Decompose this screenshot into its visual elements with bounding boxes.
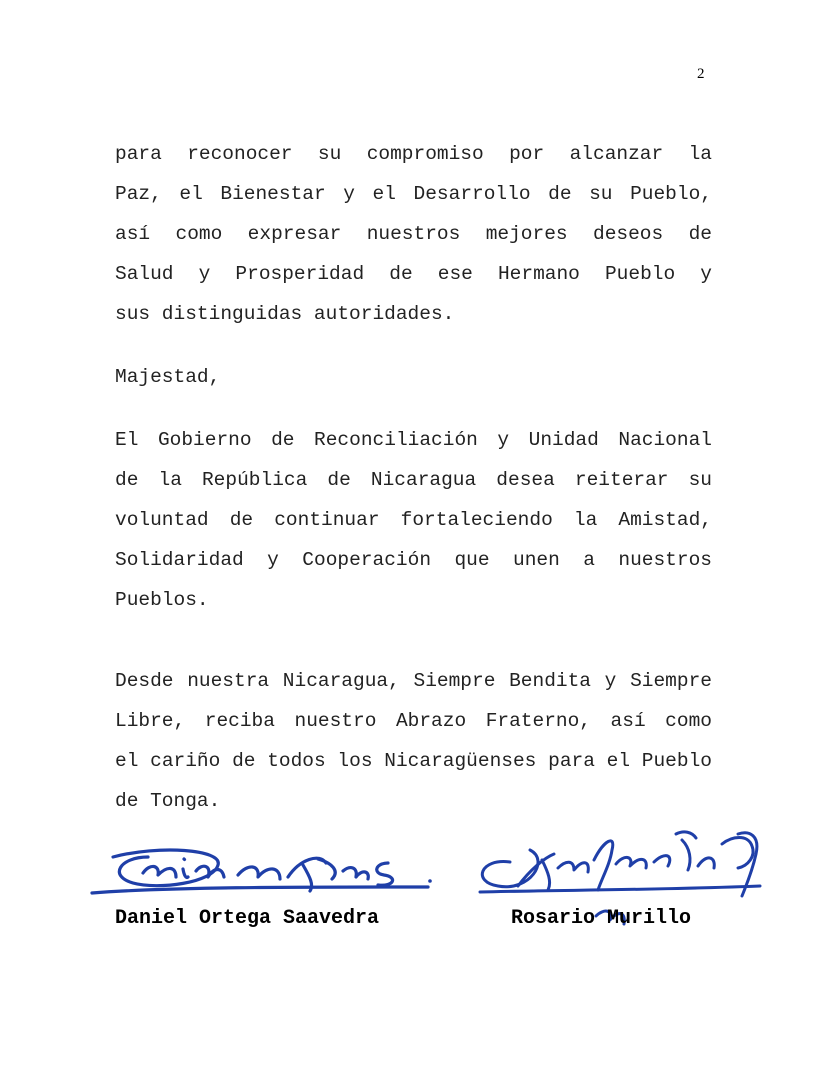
text-line: Desde nuestra Nicaragua, Siempre Bendita y Siempre (115, 670, 712, 692)
paragraph-3 (115, 661, 712, 821)
page-number: 2 (697, 66, 705, 82)
signer-name-left: Daniel Ortega Saavedra (115, 907, 380, 930)
text-line: así como expresar nuestros mejores deseos de (115, 223, 712, 245)
salutation (115, 357, 712, 397)
signer-name-right: Rosario Murillo (511, 907, 692, 930)
paragraph-2 (115, 420, 712, 620)
text-line: Libre, reciba nuestro Abrazo Fraterno, así como (115, 710, 712, 732)
text-line: Paz, el Bienestar y el Desarrollo de su Pueblo, (115, 183, 712, 205)
text-line: voluntad de continuar fortaleciendo la Amistad, (115, 509, 712, 531)
paragraph-1 (115, 134, 712, 334)
text-line: el cariño de todos los Nicaragüenses para el Pueblo (115, 750, 712, 772)
text-line: para reconocer su compromiso por alcanzar la (115, 143, 712, 165)
text-line: El Gobierno de Reconciliación y Unidad Nacional (115, 429, 712, 451)
text-line: sus distinguidas autoridades. (115, 303, 455, 325)
signature-daniel-ortega (88, 835, 448, 910)
salutation-text: Majestad, (115, 366, 221, 388)
text-line: Salud y Prosperidad de ese Hermano Pueblo y (115, 263, 712, 285)
text-line: de Tonga. (115, 790, 221, 812)
text-line: Pueblos. (115, 589, 209, 611)
text-line: Solidaridad y Cooperación que unen a nuestros (115, 549, 712, 571)
text-line: de la República de Nicaragua desea reiterar su (115, 469, 712, 491)
